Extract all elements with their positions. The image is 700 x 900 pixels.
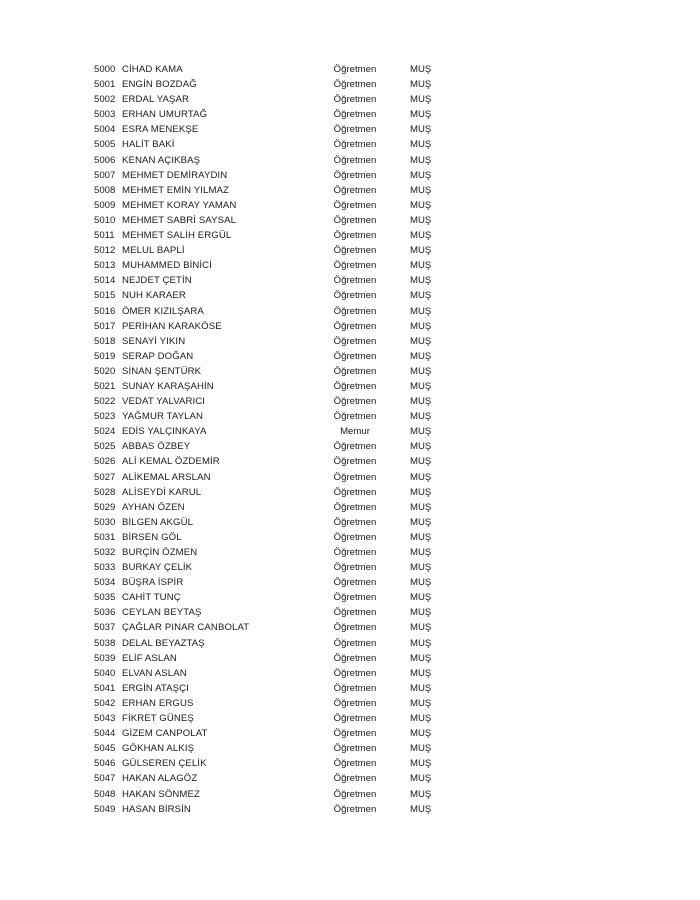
person-name: ALİKEMAL ARSLAN — [122, 471, 211, 483]
list-row — [92, 153, 452, 168]
city-name: MUŞ — [410, 562, 432, 574]
person-name: ELİF ASLAN — [122, 652, 177, 664]
list-row — [92, 681, 452, 696]
job-title: Öğretmen — [333, 486, 377, 498]
city-name: MUŞ — [410, 184, 432, 196]
row-number: 5016 — [94, 305, 116, 317]
city-name: MUŞ — [410, 652, 432, 664]
city-name: MUŞ — [410, 245, 432, 257]
list-row — [92, 530, 452, 545]
city-name: MUŞ — [410, 290, 432, 302]
list-row — [92, 605, 452, 620]
job-title: Öğretmen — [333, 531, 377, 543]
row-number: 5037 — [94, 622, 116, 634]
row-number: 5010 — [94, 214, 116, 226]
list-row — [92, 560, 452, 575]
job-title: Öğretmen — [333, 637, 377, 649]
city-name: MUŞ — [410, 486, 432, 498]
person-name: CİHAD KAMA — [122, 64, 183, 75]
city-name: MUŞ — [410, 199, 432, 211]
job-title: Öğretmen — [333, 154, 377, 166]
row-number: 5008 — [94, 184, 116, 196]
row-number: 5014 — [94, 275, 116, 287]
person-name: GÜLSEREN ÇELİK — [122, 758, 207, 770]
job-title: Öğretmen — [333, 230, 377, 242]
job-title: Öğretmen — [333, 396, 377, 408]
person-name: BURÇİN ÖZMEN — [122, 547, 198, 558]
job-title: Öğretmen — [333, 773, 377, 785]
row-number: 5023 — [94, 411, 116, 423]
job-title: Öğretmen — [333, 199, 377, 211]
person-name: SENAYİ YIKIN — [122, 335, 186, 347]
row-number: 5000 — [94, 64, 116, 75]
city-name: MUŞ — [410, 607, 432, 619]
list-row — [92, 741, 452, 756]
row-number: 5041 — [94, 682, 116, 694]
list-row — [92, 92, 452, 107]
job-title: Öğretmen — [333, 275, 377, 287]
person-name: ENGİN BOZDAĞ — [122, 79, 197, 91]
person-name: BİRSEN GÖL — [122, 531, 182, 543]
job-title: Öğretmen — [333, 365, 377, 377]
list-row — [92, 651, 452, 666]
job-title: Öğretmen — [333, 547, 377, 558]
job-title: Memur — [340, 426, 370, 438]
job-title: Öğretmen — [333, 682, 377, 694]
list-row — [92, 454, 452, 469]
job-title: Öğretmen — [333, 350, 377, 362]
job-title: Öğretmen — [333, 667, 377, 679]
list-row — [92, 394, 452, 409]
list-row — [92, 319, 452, 334]
job-title: Öğretmen — [333, 94, 377, 106]
person-name: FİKRET GÜNEŞ — [122, 713, 194, 725]
row-number: 5039 — [94, 652, 116, 664]
list-row — [92, 243, 452, 258]
city-name: MUŞ — [410, 426, 432, 438]
row-number: 5040 — [94, 667, 116, 679]
row-number: 5042 — [94, 697, 116, 709]
list-row — [92, 787, 452, 802]
list-row — [92, 636, 452, 651]
city-name: MUŞ — [410, 214, 432, 226]
list-row — [92, 620, 452, 635]
job-title: Öğretmen — [333, 79, 377, 91]
list-row — [92, 258, 452, 273]
person-name: CEYLAN BEYTAŞ — [122, 607, 202, 619]
job-title: Öğretmen — [333, 743, 377, 755]
row-number: 5031 — [94, 531, 116, 543]
person-name: ERDAL YAŞAR — [122, 94, 190, 106]
city-name: MUŞ — [410, 64, 432, 75]
city-name: MUŞ — [410, 728, 432, 740]
city-name: MUŞ — [410, 456, 432, 468]
row-number: 5047 — [94, 773, 116, 785]
person-name: EDİS YALÇINKAYA — [122, 426, 207, 438]
city-name: MUŞ — [410, 79, 432, 91]
job-title: Öğretmen — [333, 64, 377, 75]
person-name: MEHMET SABRİ SAYSAL — [122, 214, 237, 226]
row-number: 5034 — [94, 577, 116, 589]
list-row — [92, 183, 452, 198]
job-title: Öğretmen — [333, 592, 377, 604]
row-number: 5017 — [94, 320, 116, 332]
person-name: NUH KARAER — [122, 290, 186, 302]
person-name: SUNAY KARAŞAHİN — [122, 380, 214, 392]
row-number: 5045 — [94, 743, 116, 755]
person-name: ÖMER KIZILŞARA — [122, 305, 204, 317]
row-number: 5029 — [94, 501, 116, 513]
person-name: MEHMET DEMİRAYDIN — [122, 169, 228, 181]
person-name: PERİHAN KARAKÖSE — [122, 320, 222, 332]
city-name: MUŞ — [410, 335, 432, 347]
city-name: MUŞ — [410, 592, 432, 604]
city-name: MUŞ — [410, 411, 432, 423]
person-name: BURKAY ÇELİK — [122, 562, 193, 574]
list-row — [92, 439, 452, 454]
city-name: MUŞ — [410, 275, 432, 287]
job-title: Öğretmen — [333, 471, 377, 483]
city-name: MUŞ — [410, 350, 432, 362]
row-number: 5005 — [94, 139, 116, 151]
row-number: 5020 — [94, 365, 116, 377]
city-name: MUŞ — [410, 260, 432, 272]
row-number: 5021 — [94, 380, 116, 392]
row-number: 5043 — [94, 713, 116, 725]
row-number: 5035 — [94, 592, 116, 604]
personnel-list — [92, 62, 452, 817]
job-title: Öğretmen — [333, 245, 377, 257]
person-name: HAKAN SÖNMEZ — [122, 788, 200, 800]
person-name: MELUL BAPLİ — [122, 245, 185, 257]
person-name: BİLGEN AKGÜL — [122, 516, 194, 528]
list-row — [92, 726, 452, 741]
person-name: ERHAN ERGUS — [122, 697, 194, 709]
person-name: GÖKHAN ALKIŞ — [122, 743, 195, 755]
job-title: Öğretmen — [333, 320, 377, 332]
job-title: Öğretmen — [333, 622, 377, 634]
row-number: 5013 — [94, 260, 116, 272]
job-title: Öğretmen — [333, 169, 377, 181]
city-name: MUŞ — [410, 547, 432, 558]
city-name: MUŞ — [410, 154, 432, 166]
list-row — [92, 122, 452, 137]
job-title: Öğretmen — [333, 758, 377, 770]
person-name: YAĞMUR TAYLAN — [122, 411, 204, 423]
list-row — [92, 771, 452, 786]
person-name: BÜŞRA İSPİR — [122, 577, 184, 589]
list-row — [92, 213, 452, 228]
row-number: 5024 — [94, 426, 116, 438]
row-number: 5032 — [94, 547, 116, 558]
row-number: 5003 — [94, 109, 116, 121]
row-number: 5011 — [94, 230, 115, 242]
list-row — [92, 273, 452, 288]
city-name: MUŞ — [410, 531, 432, 543]
city-name: MUŞ — [410, 380, 432, 392]
row-number: 5028 — [94, 486, 116, 498]
row-number: 5049 — [94, 803, 116, 815]
job-title: Öğretmen — [333, 380, 377, 392]
person-name: GİZEM CANPOLAT — [122, 728, 208, 740]
city-name: MUŞ — [410, 396, 432, 408]
row-number: 5007 — [94, 169, 116, 181]
row-number: 5012 — [94, 245, 116, 257]
city-name: MUŞ — [410, 94, 432, 106]
row-number: 5030 — [94, 516, 116, 528]
job-title: Öğretmen — [333, 109, 377, 121]
city-name: MUŞ — [410, 773, 432, 785]
list-row — [92, 379, 452, 394]
city-name: MUŞ — [410, 682, 432, 694]
row-number: 5002 — [94, 94, 116, 106]
person-name: KENAN AÇIKBAŞ — [122, 154, 201, 166]
row-number: 5009 — [94, 199, 116, 211]
row-number: 5046 — [94, 758, 116, 770]
person-name: ERHAN UMURTAĞ — [122, 109, 208, 121]
row-number: 5015 — [94, 290, 116, 302]
list-row — [92, 756, 452, 771]
city-name: MUŞ — [410, 516, 432, 528]
job-title: Öğretmen — [333, 607, 377, 619]
row-number: 5019 — [94, 350, 116, 362]
list-row — [92, 515, 452, 530]
person-name: MUHAMMED BİNİCİ — [122, 260, 212, 272]
list-row — [92, 470, 452, 485]
job-title: Öğretmen — [333, 803, 377, 815]
city-name: MUŞ — [410, 622, 432, 634]
job-title: Öğretmen — [333, 652, 377, 664]
job-title: Öğretmen — [333, 124, 377, 136]
person-name: HAKAN ALAGÖZ — [122, 773, 198, 785]
list-row — [92, 137, 452, 152]
list-row — [92, 107, 452, 122]
job-title: Öğretmen — [333, 788, 377, 800]
person-name: ERGİN ATAŞÇI — [122, 682, 189, 694]
row-number: 5006 — [94, 154, 116, 166]
job-title: Öğretmen — [333, 577, 377, 589]
row-number: 5026 — [94, 456, 116, 468]
city-name: MUŞ — [410, 758, 432, 770]
job-title: Öğretmen — [333, 441, 377, 453]
city-name: MUŞ — [410, 471, 432, 483]
row-number: 5001 — [94, 79, 116, 91]
city-name: MUŞ — [410, 230, 432, 242]
job-title: Öğretmen — [333, 184, 377, 196]
job-title: Öğretmen — [333, 456, 377, 468]
job-title: Öğretmen — [333, 335, 377, 347]
row-number: 5033 — [94, 562, 116, 574]
row-number: 5027 — [94, 471, 116, 483]
city-name: MUŞ — [410, 169, 432, 181]
list-row — [92, 334, 452, 349]
person-name: ELVAN ASLAN — [122, 667, 187, 679]
list-row — [92, 228, 452, 243]
job-title: Öğretmen — [333, 713, 377, 725]
list-row — [92, 62, 452, 77]
person-name: ALİSEYDİ KARUL — [122, 486, 202, 498]
list-row — [92, 288, 452, 303]
city-name: MUŞ — [410, 803, 432, 815]
list-row — [92, 802, 452, 817]
job-title: Öğretmen — [333, 501, 377, 513]
job-title: Öğretmen — [333, 697, 377, 709]
list-row — [92, 77, 452, 92]
person-name: DELAL BEYAZTAŞ — [122, 637, 205, 649]
list-row — [92, 168, 452, 183]
list-row — [92, 198, 452, 213]
city-name: MUŞ — [410, 788, 432, 800]
list-row — [92, 575, 452, 590]
person-name: CAHİT TUNÇ — [122, 592, 181, 604]
city-name: MUŞ — [410, 743, 432, 755]
row-number: 5004 — [94, 124, 116, 136]
row-number: 5025 — [94, 441, 116, 453]
city-name: MUŞ — [410, 305, 432, 317]
city-name: MUŞ — [410, 109, 432, 121]
row-number: 5022 — [94, 396, 116, 408]
row-number: 5036 — [94, 607, 116, 619]
list-row — [92, 590, 452, 605]
person-name: HALİT BAKİ — [122, 139, 175, 151]
person-name: AYHAN ÖZEN — [122, 501, 185, 513]
city-name: MUŞ — [410, 577, 432, 589]
job-title: Öğretmen — [333, 139, 377, 151]
row-number: 5048 — [94, 788, 116, 800]
city-name: MUŞ — [410, 320, 432, 332]
person-name: ESRA MENEKŞE — [122, 124, 199, 136]
person-name: NEJDET ÇETİN — [122, 275, 192, 287]
person-name: SERAP DOĞAN — [122, 350, 194, 362]
list-row — [92, 349, 452, 364]
job-title: Öğretmen — [333, 411, 377, 423]
job-title: Öğretmen — [333, 290, 377, 302]
city-name: MUŞ — [410, 441, 432, 453]
list-row — [92, 696, 452, 711]
city-name: MUŞ — [410, 667, 432, 679]
job-title: Öğretmen — [333, 305, 377, 317]
person-name: MEHMET KORAY YAMAN — [122, 199, 237, 211]
list-row — [92, 485, 452, 500]
list-row — [92, 711, 452, 726]
person-name: ÇAĞLAR PINAR CANBOLAT — [122, 622, 250, 634]
person-name: HASAN BİRSİN — [122, 803, 191, 815]
row-number: 5038 — [94, 637, 116, 649]
city-name: MUŞ — [410, 713, 432, 725]
city-name: MUŞ — [410, 124, 432, 136]
list-row — [92, 424, 452, 439]
person-name: SİNAN ŞENTÜRK — [122, 365, 202, 377]
city-name: MUŞ — [410, 637, 432, 649]
city-name: MUŞ — [410, 501, 432, 513]
list-row — [92, 545, 452, 560]
list-row — [92, 364, 452, 379]
person-name: MEHMET SALİH ERGÜL — [122, 230, 232, 242]
person-name: ABBAS ÖZBEY — [122, 441, 191, 453]
row-number: 5044 — [94, 728, 116, 740]
person-name: ALİ KEMAL ÖZDEMİR — [122, 456, 220, 468]
job-title: Öğretmen — [333, 728, 377, 740]
row-number: 5018 — [94, 335, 116, 347]
person-name: MEHMET EMİN YILMAZ — [122, 184, 229, 196]
job-title: Öğretmen — [333, 214, 377, 226]
job-title: Öğretmen — [333, 260, 377, 272]
person-name: VEDAT YALVARICI — [122, 396, 206, 408]
list-row — [92, 409, 452, 424]
job-title: Öğretmen — [333, 562, 377, 574]
job-title: Öğretmen — [333, 516, 377, 528]
list-row — [92, 666, 452, 681]
city-name: MUŞ — [410, 697, 432, 709]
city-name: MUŞ — [410, 139, 432, 151]
city-name: MUŞ — [410, 365, 432, 377]
list-row — [92, 500, 452, 515]
list-row — [92, 304, 452, 319]
